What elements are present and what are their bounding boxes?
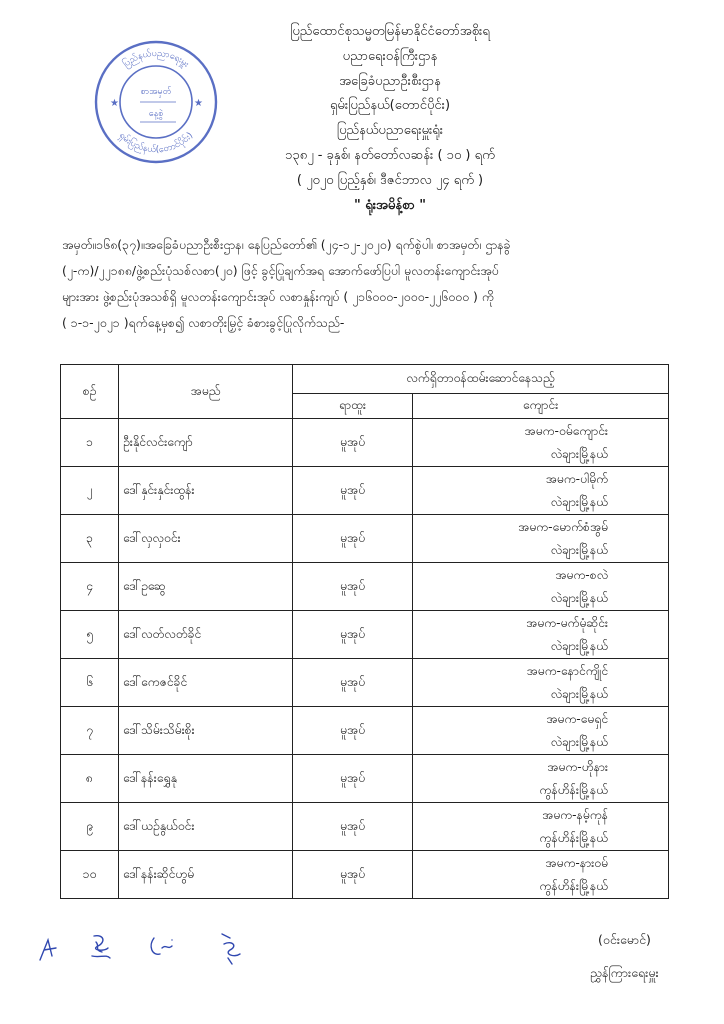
table-row [61,467,669,515]
row-school [413,707,669,755]
row-number: ၁၀ [61,851,119,899]
row-rank: မူအုပ် [293,563,413,611]
handwritten-signatures-icon [34,928,264,968]
row-name: ဦးနိုင်လင်းကျော် [119,419,293,467]
row-number: ၆ [61,659,119,707]
table-row [61,611,669,659]
office-seal [92,38,220,166]
row-number: ၉ [61,803,119,851]
row-name: ဒေါ်နှင်းနှင်းထွန်း [119,467,293,515]
header-office: ပြည်နယ်ပညာရေးမှူးရုံး [336,123,444,139]
row-name: ဒေါ်လှလှဝင်း [119,515,293,563]
table-row [61,803,669,851]
row-name: ဒေါ်နန်းရွှေနု [119,755,293,803]
row-school-name: အမက-နမ့်ကုန် [542,807,608,822]
row-rank: မူအုပ် [293,467,413,515]
header-date-gregorian: ( ၂၀၂၀ ပြည့်နှစ်၊ ဒီဇင်ဘာလ ၂၄ ရက် ) [296,172,484,188]
row-name: ဒေါ်ယဉ်နွယ်ဝင်း [119,803,293,851]
paragraph-line-3: များအား ဖွဲ့စည်းပုံအသစ်ရှိ မူလတန်းကျောင်းအုပ် လစာနှုန်းကျပ် ( ၂၁၆၀၀၀-၂၀၀၀-၂၂၆၀၀၀ ) ကို [62,289,494,304]
header-department: အခြေခံပညာဦးစီးဌာန [339,73,441,89]
table-row [61,563,669,611]
committee-signatures [34,928,264,968]
row-number: ၈ [61,755,119,803]
row-rank: မူအုပ် [293,659,413,707]
row-school [413,563,669,611]
row-township: ကွန်ဟိန်းမြို့နယ် [539,830,608,845]
row-rank: မူအုပ် [293,803,413,851]
row-township: လဲချားမြို့နယ် [550,638,608,653]
row-school-name: အမက-မောက်စံအွမ် [518,519,608,534]
seal-ring-top-text: ပြည်နယ်ပညာရေးမှူး [121,48,191,70]
row-school-name: အမက-နောင်ကျိုင် [526,663,608,678]
signer-title: ညွှန်ကြားရေးမှူး [590,965,659,980]
header-no: စဉ် [61,365,119,419]
row-township: လဲချားမြို့နယ် [550,446,608,461]
row-name: ဒေါ်သိမ်းသိမ်းစိုး [119,707,293,755]
row-school [413,851,669,899]
row-number: ၃ [61,515,119,563]
row-rank: မူအုပ် [293,851,413,899]
table-body [61,419,669,899]
row-name: ဒေါ်ကေဇင်ခိုင် [119,659,293,707]
row-rank: မူအုပ် [293,707,413,755]
row-name: ဒေါ်နန်းဆိုင်ဟွမ် [119,851,293,899]
header-ministry: ပညာရေးဝန်ကြီးဌာန [342,48,438,64]
row-school-name: အမက-ပါမိုက် [545,471,608,486]
row-rank: မူအုပ် [293,611,413,659]
row-school-name: အမက-ဝမ်ကျောင်း [524,423,608,438]
seal-stamp-icon [92,38,220,166]
row-school [413,803,669,851]
row-township: ကွန်ဟိန်းမြို့နယ် [539,782,608,797]
signer-name: (ဝင်းမောင်) [598,932,651,947]
row-rank: မူအုပ် [293,755,413,803]
seal-center-line1: စာအမှတ် [140,87,172,97]
row-school [413,419,669,467]
header-date-myanmar: ၁၃၈၂ - ခုနှစ်၊ နတ်တော်လဆန်း ( ၁၀ ) ရက် [285,147,495,163]
table-row [61,659,669,707]
table-row [61,419,669,467]
svg-text:ရှမ်းပြည်နယ်(တောင်ပိုင်း) [116,131,195,156]
row-school-name: အမက-ဟိုနား [547,759,608,774]
row-school-name: အမက-မက်မုံဆိုင်း [526,615,608,630]
seal-ring-bottom-text: ရှမ်းပြည်နယ်(တောင်ပိုင်း) [116,130,196,156]
paragraph-line-4: ( ၁-၁-၂၀၂၁ )ရက်နေ့မှစ၍ လစာတိုးမြှင့် ခံစားခွင့်ပြုလိုက်သည်- [62,315,345,330]
row-township: လဲချားမြို့နယ် [550,734,608,749]
row-number: ၄ [61,563,119,611]
row-school [413,515,669,563]
order-paragraph [62,232,668,336]
row-school [413,467,669,515]
table-row [61,515,669,563]
header-current-post: လက်ရှိတာဝန်ထမ်းဆောင်နေသည့် [293,365,669,394]
letterhead [230,20,550,218]
header-order-title: " ရုံးအမိန့်စာ " [353,197,427,213]
row-number: ၂ [61,467,119,515]
seal-center-line2: နေ့စွဲ [148,109,164,119]
table-row [61,755,669,803]
svg-text:ပြည်နယ်ပညာရေးမှူး [120,48,191,71]
row-name: ဒေါ်ဥဆွေ [119,563,293,611]
row-school [413,611,669,659]
row-rank: မူအုပ် [293,419,413,467]
row-township: လဲချားမြို့နယ် [550,686,608,701]
row-name: ဒေါ်လတ်လတ်ခိုင် [119,611,293,659]
header-government: ပြည်ထောင်စုသမ္မတမြန်မာနိုင်ငံတော်အစိုးရ [290,24,490,39]
row-township: လဲချားမြို့နယ် [550,542,608,557]
svg-text:★: ★ [110,98,119,109]
row-number: ၁ [61,419,119,467]
row-school-name: အမက-နားဝမ် [545,855,608,870]
row-number: ၇ [61,707,119,755]
row-school [413,755,669,803]
row-township: လဲချားမြို့နယ် [550,494,608,509]
row-school-name: အမက-မေရှင် [546,711,608,726]
table-row [61,707,669,755]
table-header-row [61,365,669,394]
header-school: ကျောင်း [413,394,669,419]
header-rank: ရာထူး [293,394,413,419]
row-township: လဲချားမြို့နယ် [550,590,608,605]
row-school [413,659,669,707]
paragraph-line-1: အမှတ်။၁၆၈(၃၇)။အခြေခံပညာဦးစီးဌာန၊ နေပြည်တော်၏ (၂၄-၁၂-၂၀၂၀) ရက်စွဲပါ၊ စာအမှတ်၊ ဌာနခွဲ [62,237,511,252]
row-number: ၅ [61,611,119,659]
row-school-name: အမက-စလဲ [555,567,608,582]
header-region: ရှမ်းပြည်နယ်(တောင်ပိုင်း) [329,98,451,114]
header-name: အမည် [119,365,293,419]
table-row [61,851,669,899]
row-township: ကွန်ဟိန်းမြို့နယ် [539,878,608,893]
paragraph-line-2: (၂-က)/၂၂၁၈၈/ဖွဲ့စည်းပုံသစ်လစာ(၂၀) ဖြင့် ခွင့်ပြုချက်အရ အောက်ဖော်ပြပါ မူလတန်းကျောင်းအုပ် [62,263,499,278]
row-rank: မူအုပ် [293,515,413,563]
staff-table [60,364,669,899]
svg-text:★: ★ [194,98,203,109]
